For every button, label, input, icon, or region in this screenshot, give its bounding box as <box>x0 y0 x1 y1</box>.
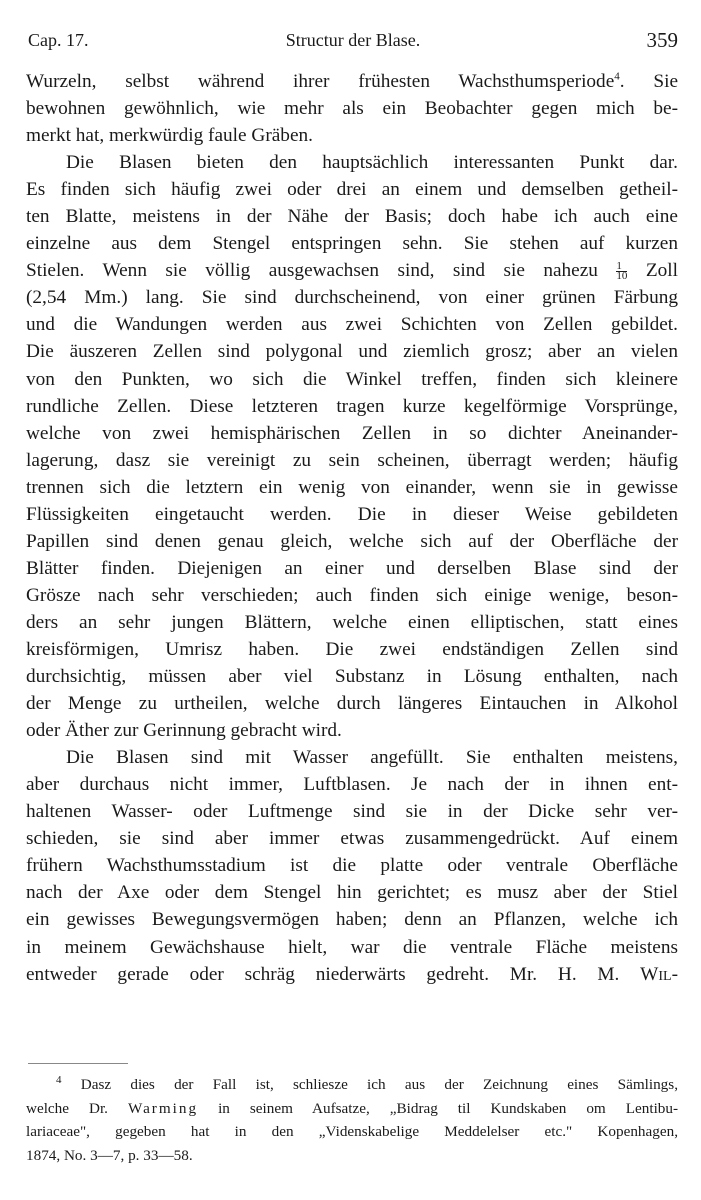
text-line: nach der Axe oder dem Stengel hin gerichtet; es musz aber der Stiel <box>26 882 678 904</box>
running-title: Structur der Blase. <box>285 30 421 50</box>
text-line: Die Blasen sind mit Wasser angefüllt. Sie enthalten meistens, <box>66 747 678 769</box>
text-line: Blätter finden. Diejenigen an einer und derselben Blase sind der <box>26 557 678 579</box>
text-line: welche von zwei hemisphärischen Zellen in so dichter Aneinander- <box>26 422 678 444</box>
footnote-line: welche Dr. Warming in seinem Aufsatze, „Bidrag til Kundskaben om Lentibu- <box>26 1099 679 1117</box>
text-line: kreisförmigen, Umrisz haben. Die zwei endständigen Zellen sind <box>26 638 678 660</box>
footnote <box>26 1073 678 1167</box>
text-line: aber durchaus nicht immer, Luftblasen. Je nach der in ihnen ent- <box>26 774 678 796</box>
text-line: Die Blasen bieten den hauptsächlich interessanten Punkt dar. <box>66 152 678 174</box>
fraction: $\frac{1}{10}$ <box>616 260 628 283</box>
footnote-line: 1874, No. 3—7, p. 33—58. <box>26 1146 193 1164</box>
text-line: (2,54 Mm.) lang. Sie sind durchscheinend, von einer grünen Färbung <box>26 287 678 309</box>
text-line: Die äuszeren Zellen sind polygonal und ziemlich grosz; aber an vielen <box>26 341 678 363</box>
text-line: haltenen Wasser- oder Luftmenge sind sie in der Dicke sehr ver- <box>26 801 678 823</box>
chapter-label: Cap. 17. <box>28 30 89 50</box>
footnote-divider <box>28 1063 128 1064</box>
text-line: ein gewisses Bewegungsvermögen haben; denn an Pflanzen, welche ich <box>26 909 678 931</box>
text-line: Flüssigkeiten eingetaucht werden. Die in dieser Weise gebildeten <box>26 503 678 525</box>
text-line: Papillen sind denen genau gleich, welche sich auf der Oberfläche der <box>26 530 678 552</box>
footnote-line: $^4$ Dasz dies der Fall ist, schliesze ich aus der Zeichnung eines Sämlings, <box>56 1073 678 1093</box>
page-number: 359 <box>646 28 678 52</box>
text-line: lagerung, dasz sie vereinigt zu sein scheinen, überragt werden; häufig <box>26 449 678 471</box>
text-line: durchsichtig, müssen aber viel Substanz in Lösung enthalten, nach <box>26 666 678 688</box>
text-line: von den Punkten, wo sich die Winkel treffen, finden sich kleinere <box>26 368 678 390</box>
text-line: ders an sehr jungen Blättern, welche einen elliptischen, statt eines <box>26 611 678 633</box>
text-line: Wurzeln, selbst während ihrer frühesten Wachsthumsperiode$^4$. Sie <box>26 70 679 92</box>
text-line: Es finden sich häufig zwei oder drei an einem und demselben getheil- <box>26 179 678 201</box>
text-line: rundliche Zellen. Diese letzteren tragen kurze kegelförmige Vorsprünge, <box>26 395 678 417</box>
text-line: der Menge zu urtheilen, welche durch längeres Eintauchen in Alkohol <box>26 693 678 715</box>
text-line: oder Äther zur Gerinnung gebracht wird. <box>26 720 342 742</box>
text-line: einzelne aus dem Stengel entspringen sehn. Sie stehen auf kurzen <box>26 233 678 255</box>
text-line: bewohnen gewöhnlich, wie mehr als ein Beobachter gegen mich be- <box>26 98 678 120</box>
text-line: schieden, sie sind aber immer etwas zusammengedrückt. Auf einem <box>26 828 678 850</box>
text-line: merkt hat, merkwürdig faule Gräben. <box>26 125 313 147</box>
author-name: Warming <box>127 1099 199 1117</box>
main-text <box>26 68 678 988</box>
text-line: Stielen. Wenn sie völlig ausgewachsen sind, sind sie nahezu $\frac{1}{10}$ Zoll <box>26 260 678 283</box>
text-line: ten Blatte, meistens in der Nähe der Basis; doch habe ich auch eine <box>26 206 678 228</box>
footnote-reference: 4 <box>614 70 620 83</box>
footnote-line: lariaceae", gegeben hat in den „Videnskabelige Meddelelser etc." Kopenhagen, <box>26 1123 678 1140</box>
text-line: Grösze nach sehr verschieden; auch finden sich einige wenige, beson- <box>26 584 678 606</box>
footnote-marker: 4 <box>56 1073 62 1086</box>
running-header <box>28 30 678 58</box>
text-line: und die Wandungen werden aus zwei Schichten von Zellen gebildet. <box>26 314 678 336</box>
text-line: in meinem Gewächshause hielt, war die ventrale Fläche meistens <box>26 936 678 958</box>
text-line: trennen sich die letztern ein wenig von einander, wenn sie in gewisse <box>26 476 678 498</box>
text-line: frühern Wachsthumsstadium ist die platte oder ventrale Oberfläche <box>26 855 678 877</box>
text-line: entweder gerade oder schräg niederwärts gedreht. Mr. H. M. Wil- <box>26 963 679 985</box>
